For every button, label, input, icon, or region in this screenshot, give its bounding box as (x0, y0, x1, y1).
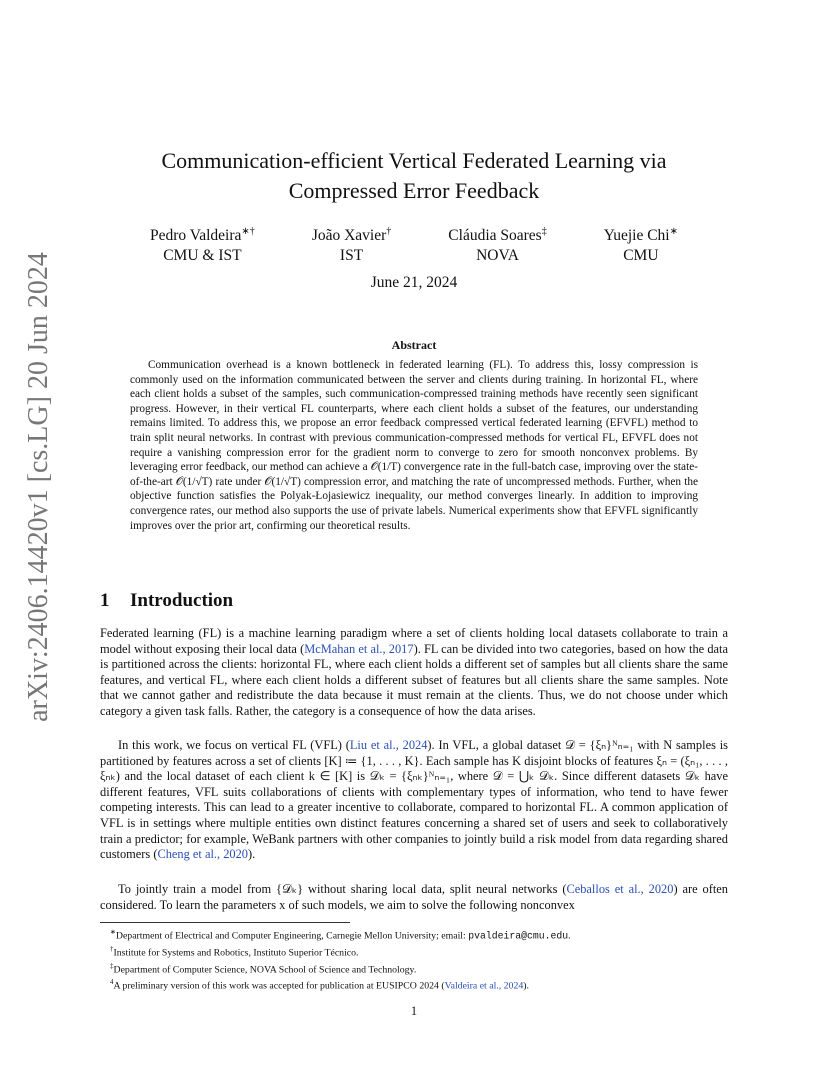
footnote-mark: † (110, 944, 114, 953)
title-line-2: Compressed Error Feedback (288, 178, 540, 203)
section-heading (100, 590, 728, 612)
footnotes (100, 926, 728, 993)
author-mark: ∗ (669, 226, 678, 237)
footnote-text: Department of Electrical and Computer Engineering, Carnegie Mellon University; email: (115, 930, 469, 942)
author-affiliation: NOVA (476, 247, 519, 265)
page-number: 1 (410, 1004, 418, 1018)
author-list (150, 222, 678, 266)
abstract-heading: Abstract (391, 338, 437, 352)
footnote (100, 926, 728, 943)
footnote-mark: ‡ (110, 961, 114, 970)
citation-link[interactable]: Valdeira et al., 2024 (444, 980, 524, 992)
footnote (100, 943, 728, 960)
footnote (100, 976, 728, 993)
author-name: Cláudia Soares (448, 227, 542, 245)
paragraph (100, 738, 728, 863)
author-affiliation: IST (339, 247, 364, 265)
footnote (100, 960, 728, 977)
author-affiliation: CMU (623, 247, 659, 265)
paragraph (100, 626, 728, 720)
footnote-text: A preliminary version of this work was accepted for publication at EUSIPCO 2024 ( (113, 980, 445, 992)
paragraph (100, 882, 728, 913)
author-mark: ∗† (241, 226, 255, 237)
author-block (312, 222, 391, 266)
paragraph-text: ). FL can be divided into two categories, based on how the data is partitioned across the clients: horizontal FL, where each client holds a different set of samples but all clients share the same features, and vertical FL, where each client holds a different subset of features but all clients share the same samples. Note that we cannot gather and redistribute the data because it must remain at the clients. Thus, we do not choose under which category a given task falls. Rather, the category is a consequence of how the data arises. (100, 641, 728, 718)
abstract-text: Communication overhead is a known bottleneck in federated learning (FL). To address this, lossy compression is commonly used on the information communicated between the server and clients during training. In horizontal FL, where each client holds a subset of the samples, such communication-compressed training methods have recently seen significant progress. However, in their vertical FL counterparts, where each client holds a subset of the features, our understanding remains limited. To address this, we propose an error feedback compressed vertical federated learning (EFVFL) method to train split neural networks. In contrast with previous communication-compressed methods for vertical FL, EFVFL does not require a vanishing compression error for the gradient norm to converge to zero for smooth nonconvex problems. By leveraging error feedback, our method can achieve a 𝒪(1/T) convergence rate in the full-batch case, improving over the state-of-the-art 𝒪(1/√T) rate under 𝒪(1/√T) compression error, and matching the rate of uncompressed methods. Further, when the objective function satisfies the Polyak-Łojasiewicz inequality, our method converges linearly. In addition to improving convergence rates, our method also supports the use of private labels. Numerical experiments show that EFVFL significantly improves over the prior art, confirming our theoretical results. (130, 359, 698, 532)
citation-link[interactable]: Liu et al., 2024 (349, 738, 428, 752)
footnote-text: Institute for Systems and Robotics, Instituto Superior Técnico. (113, 947, 359, 959)
footnote-text: Department of Computer Science, NOVA School of Science and Technology. (113, 963, 417, 975)
author-mark: † (386, 226, 392, 237)
paragraph-text: In this work, we focus on vertical FL (VFL) ( (118, 738, 350, 752)
author-mark: ‡ (541, 226, 547, 237)
author-block (604, 222, 678, 266)
section-number: 1 (100, 590, 110, 611)
email-address: pvaldeira@cmu.edu (468, 930, 569, 942)
footnote-text: ). (523, 980, 529, 992)
author-name: Pedro Valdeira (150, 227, 242, 245)
paragraph-text: ). In VFL, a global dataset 𝒟 = {ξₙ}ᴺₙ₌₁ with N samples is partitioned by features across a set of clients [K] ≔ {1, . . . , K}. Each sample has K disjoint blocks of features ξₙ = (ξₙ₁, . . . , ξₙₖ) and the local dataset of each client k ∈ [K] is 𝒟ₖ = {ξₙₖ}ᴺₙ₌₁, where 𝒟 = ⋃ₖ 𝒟ₖ. Since different datasets 𝒟ₖ have different features, VFL suits collaborations of clients with complementary types of information, who tend to have fewer competing interests. This can lead to a greater incentive to collaborate, compared to horizontal FL. A common application of VFL is in settings where multiple entities own distinct features concerning a shared set of users and seek to collaboratively train a predictor; for example, WeBank partners with other companies to jointly build a risk model from data regarding shared customers ( (100, 738, 728, 862)
paragraph-text: ). (247, 847, 256, 862)
paragraph-text: To jointly train a model from {𝒟ₖ} without sharing local data, split neural networks ( (118, 882, 567, 896)
arxiv-identifier-text: arXiv:2406.14420v1 [cs.LG] 20 Jun 2024 (23, 252, 55, 722)
citation-link[interactable]: Cheng et al., 2020 (157, 847, 248, 862)
author-block (448, 222, 546, 266)
paper-title (100, 146, 728, 206)
citation-link[interactable]: Ceballos et al., 2020 (566, 882, 674, 896)
author-name: Yuejie Chi (603, 227, 670, 245)
author-name: João Xavier (311, 227, 387, 245)
footnote-mark: 4 (110, 978, 114, 987)
footnote-text: . (568, 930, 571, 942)
section-title: Introduction (130, 590, 234, 611)
author-affiliation: CMU & IST (163, 247, 242, 265)
author-block (150, 222, 255, 266)
citation-link[interactable]: McMahan et al., 2017 (304, 641, 414, 656)
footnote-mark: ∗ (110, 928, 116, 936)
title-line-1: Communication-efficient Vertical Federated Learning via (161, 148, 667, 173)
paragraph-text: ) are often considered. To learn the parameters x of such models, we aim to solve the following nonconvex (100, 882, 729, 912)
paragraph-text: Federated learning (FL) is a machine learning paradigm where a set of clients holding local datasets collaborate to train a model without exposing their local data ( (100, 626, 728, 656)
footnote-divider (100, 922, 350, 923)
publication-date: June 21, 2024 (370, 274, 458, 291)
